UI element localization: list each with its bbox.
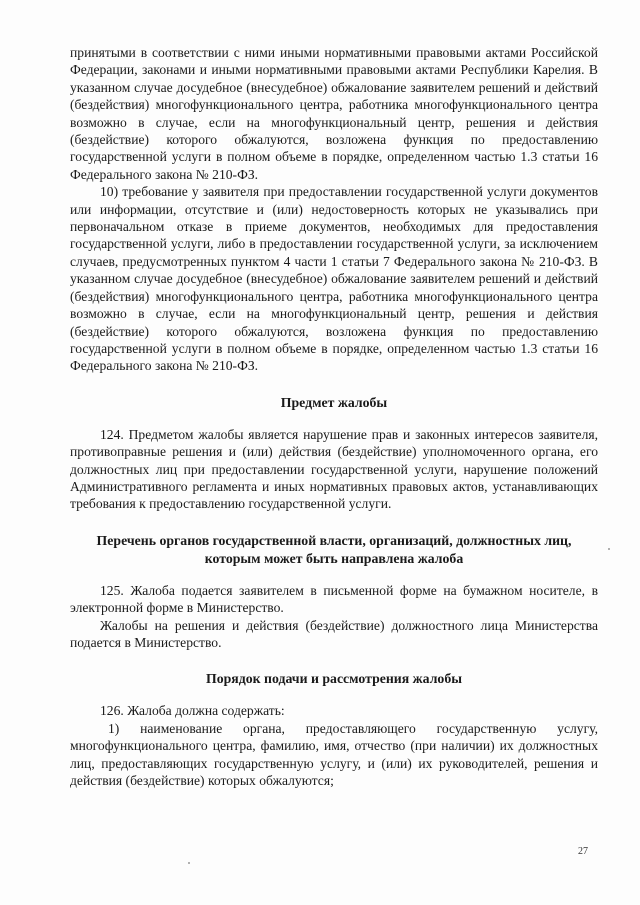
section-heading-procedure: Порядок подачи и рассмотрения жалобы	[205, 671, 463, 687]
paragraph-126: 126. Жалоба должна содержать:	[100, 703, 285, 719]
paragraph-continuation: принятыми в соответствии с ними иными нормативными правовыми актами Российской Федерации, законами и иными нормативными правовыми актами Республики Карелия. В указанном случае досудебное (внесудебное) обжалование заявителем решений и действий (бездействия) многофункционального центра, работника многофункционального центра возможно в случае, если на многофункциональный центр, решения и действия (бездействие) которого обжалуются, возложена функция по предоставлению государственной услуги в полном объеме в порядке, определенном частью 1.3 статьи 16 Федерального закона № 210-ФЗ.	[70, 45, 598, 182]
section-heading-bodies: Перечень органов государственной власти, организаций, должностных лиц, которым может быть направлена жалоба	[96, 532, 572, 566]
scan-speck	[608, 548, 610, 550]
paragraph-125-continued: Жалобы на решения и действия (бездействие) должностного лица Министерства подается в Министерство.	[70, 617, 598, 650]
paragraph-126-item-1: 1) наименование органа, предоставляющего государственную услугу, многофункционального центра, фамилию, имя, отчество (при наличии) их должностных лиц, предоставляющих государственную услугу, и (или) их руководителей, решения и действия (бездействие) которых обжалуются;	[70, 720, 598, 788]
section-heading-subject: Предмет жалобы	[280, 394, 388, 410]
paragraph-124: 124. Предметом жалобы является нарушение прав и законных интересов заявителя, противоправные решения и (или) действия (бездействие) уполномоченного органа, его должностных лиц при предоставлении государственной услуги, нарушение положений Административного регламента и иных нормативных правовых актов, устанавливающих требования к предоставлению государственной услуги.	[70, 426, 598, 512]
page-number: 27	[578, 846, 588, 857]
scan-speck	[188, 862, 190, 864]
list-item-10: 10) требование у заявителя при предоставлении государственной услуги документов или информации, отсутствие и (или) недостоверность которых не указывались при первоначальном отказе в приеме документов, необходимых для предоставления государственной услуги, либо в предоставлении государственной услуги, за исключением случаев, предусмотренных пунктом 4 части 1 статьи 7 Федерального закона № 210-ФЗ. В указанном случае досудебное (внесудебное) обжалование заявителем решений и действий (бездействия) многофункционального центра, работника многофункционального центра возможно в случае, если на многофункциональный центр, решения и действия (бездействие) которого обжалуются, возложена функция по предоставлению государственной услуги в полном объеме в порядке, определенном частью 1.3 статьи 16 Федерального закона № 210-ФЗ.	[70, 184, 598, 374]
paragraph-125: 125. Жалоба подается заявителем в письменной форме на бумажном носителе, в электронной форме в Министерство.	[70, 582, 598, 616]
page-content	[70, 44, 598, 789]
